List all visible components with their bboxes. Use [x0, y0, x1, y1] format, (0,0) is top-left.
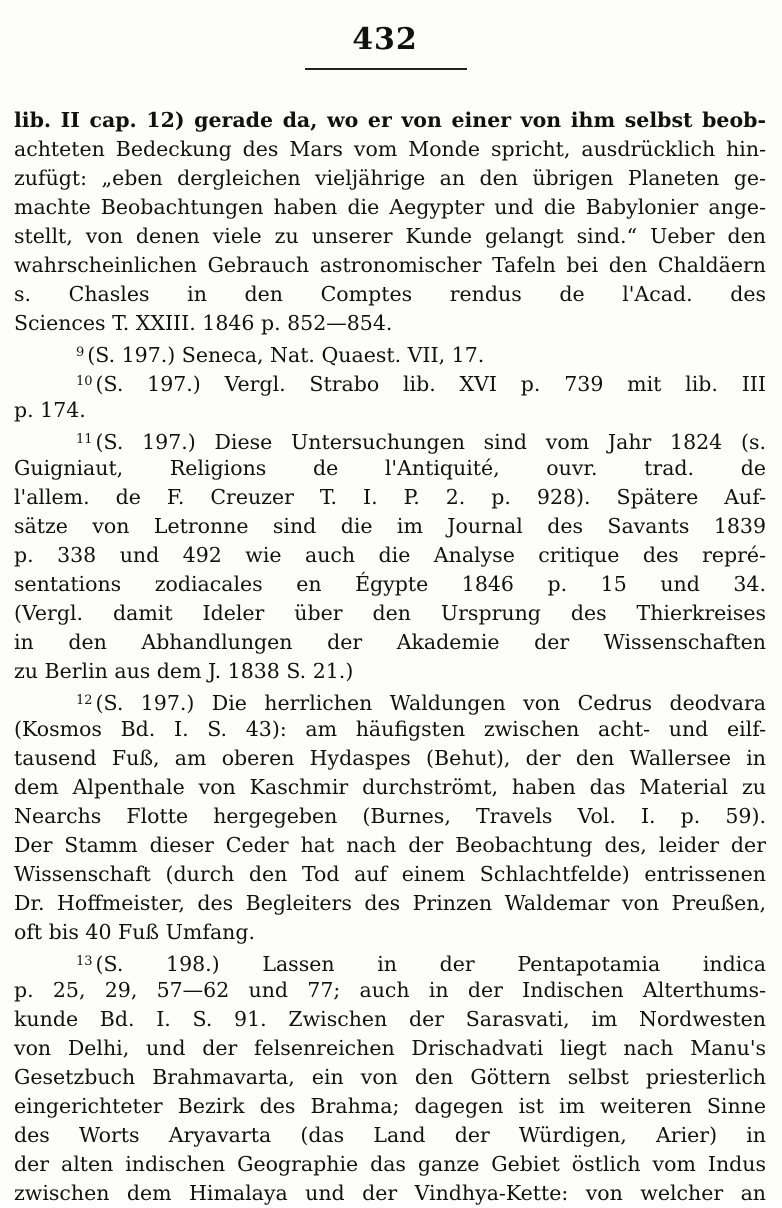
text-line: der alten indischen Geographie das ganze Gebiet östlich vom Indus — [14, 1152, 766, 1176]
footnote-marker: 9 — [76, 345, 85, 360]
text-line: des Worts Aryavarta (das Land der Würdigen, Arier) in — [14, 1123, 766, 1147]
text-line: zwischen dem Himalaya und der Vindhya-Kette: von welcher an — [14, 1181, 766, 1205]
text-line: von Delhi, und der felsenreichen Drischadvati liegt nach Manu's — [14, 1036, 766, 1060]
text-line: l'allem. de F. Creuzer T. I. P. 2. p. 928). Spätere Auf- — [14, 485, 766, 509]
footnote-marker: 13 — [76, 954, 93, 969]
footnote-marker: 11 — [76, 432, 93, 447]
text-line: zufügt: „eben dergleichen vieljährige an den übrigen Planeten ge- — [14, 166, 766, 190]
text-line: machte Beobachtungen haben die Aegypter und die Babylonier ange- — [14, 195, 766, 219]
text-line: (S. 197.) Die herrlichen Waldungen von Cedrus deodvara — [95, 691, 766, 715]
footnote-10 — [14, 367, 766, 396]
text-line: (S. 197.) Diese Untersuchungen sind vom Jahr 1824 (s. — [95, 430, 766, 454]
text-line: (S. 197.) Vergl. Strabo lib. XVI p. 739 mit lib. III — [95, 372, 766, 396]
text-line: p. 338 und 492 wie auch die Analyse critique des repré- — [14, 543, 766, 567]
text-line: eingerichteter Bezirk des Brahma; dagegen ist im weiteren Sinne — [14, 1094, 766, 1118]
footnote-marker: 10 — [76, 374, 93, 389]
footnote-13 — [14, 947, 766, 976]
footnote-marker: 12 — [76, 693, 93, 708]
text-line: Gesetzbuch Brahmavarta, ein von den Göttern selbst priesterlich — [14, 1065, 766, 1089]
footnote-text — [14, 106, 766, 1208]
text-line: dem Alpenthale von Kaschmir durchströmt, haben das Material zu — [14, 775, 766, 799]
text-line: s. Chasles in den Comptes rendus de l'Acad. des — [14, 282, 766, 306]
text-line: Dr. Hoffmeister, des Begleiters des Prinzen Waldemar von Preußen, — [14, 891, 766, 915]
footnote-12 — [14, 686, 766, 715]
text-line: p. 174. — [14, 398, 86, 422]
text-line: (Vergl. damit Ideler über den Ursprung des Thierkreises — [14, 601, 766, 625]
text-line: Nearchs Flotte hergegeben (Burnes, Travels Vol. I. p. 59). — [14, 804, 766, 828]
text-line: stellt, von denen viele zu unserer Kunde gelangt sind.“ Ueber den — [14, 224, 766, 248]
text-line: (S. 197.) Seneca, Nat. Quaest. VII, 17. — [87, 343, 485, 367]
header-rule — [305, 68, 467, 70]
text-line: kunde Bd. I. S. 91. Zwischen der Sarasvati, im Nordwesten — [14, 1007, 766, 1031]
footnote-11 — [14, 425, 766, 454]
text-line: tausend Fuß, am oberen Hydaspes (Behut), der den Wallersee in — [14, 746, 766, 770]
footnote-9 — [14, 338, 766, 367]
text-line: sentations zodiacales en Égypte 1846 p. 15 und 34. — [14, 572, 766, 596]
text-line: Wissenschaft (durch den Tod auf einem Schlachtfelde) entrissenen — [14, 862, 766, 886]
text-line: (Kosmos Bd. I. S. 43): am häufigsten zwischen acht- und eilf- — [14, 717, 766, 741]
text-line: Guigniaut, Religions de l'Antiquité, ouvr. trad. de — [14, 456, 766, 480]
page-number: 432 — [352, 22, 418, 57]
text-line: Sciences T. XXIII. 1846 p. 852—854. — [14, 311, 393, 335]
text-line: Der Stamm dieser Ceder hat nach der Beobachtung des, leider der — [14, 833, 766, 857]
text-line: p. 25, 29, 57—62 und 77; auch in der Indischen Alterthums- — [14, 978, 766, 1002]
text-line: in den Abhandlungen der Akademie der Wissenschaften — [14, 630, 766, 654]
text-line: sätze von Letronne sind die im Journal des Savants 1839 — [14, 514, 766, 538]
text-line: achteten Bedeckung des Mars vom Monde spricht, ausdrücklich hin- — [14, 137, 766, 161]
text-line: zu Berlin aus dem J. 1838 S. 21.) — [14, 659, 354, 683]
text-line: (S. 198.) Lassen in der Pentapotamia indica — [95, 952, 766, 976]
text-line: lib. II cap. 12) gerade da, wo er von einer von ihm selbst beob- — [14, 108, 766, 132]
text-line: oft bis 40 Fuß Umfang. — [14, 920, 256, 944]
text-line: wahrscheinlichen Gebrauch astronomischer Tafeln bei den Chaldäern — [14, 253, 766, 277]
